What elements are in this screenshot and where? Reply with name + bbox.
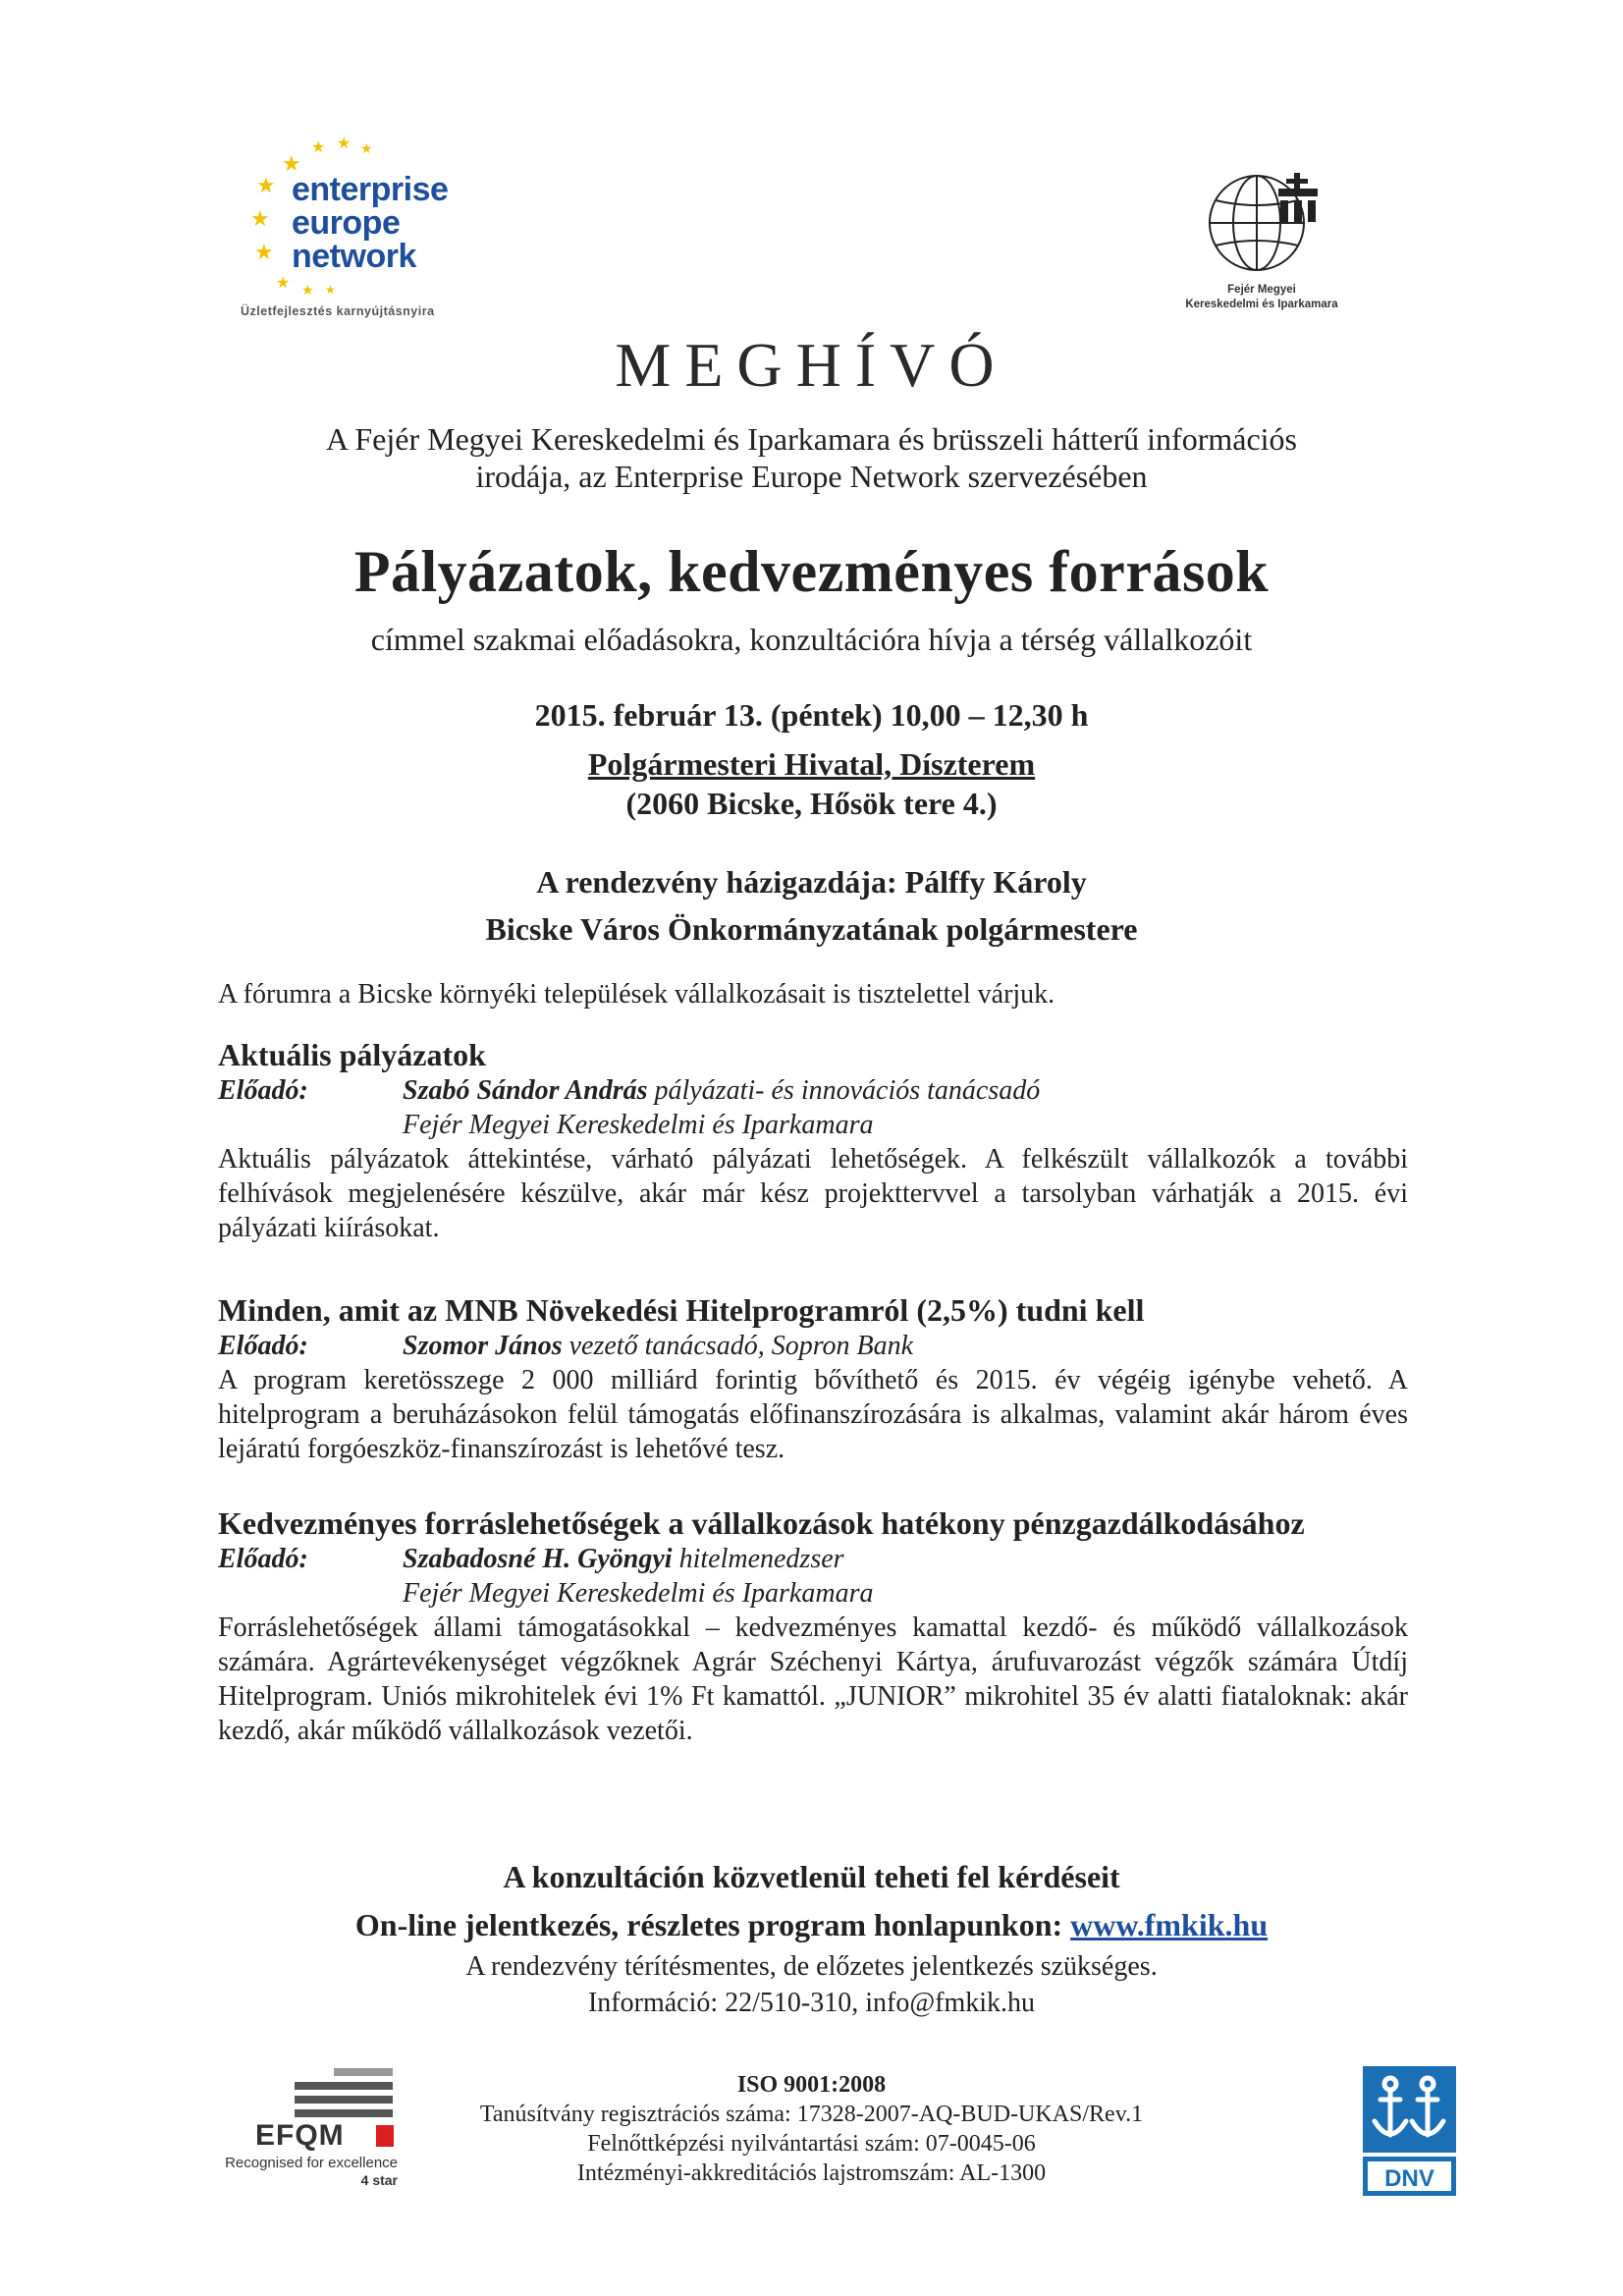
star-icon: ★	[337, 136, 352, 152]
section-title: Kedvezményes forráslehetőségek a vállalkozások hatékony pénzgazdálkodásához	[218, 1505, 1305, 1541]
speaker-label: Előadó:	[218, 1075, 308, 1106]
iso-cert: Tanúsítvány regisztrációs száma: 17328-2007-AQ-BUD-UKAS/Rev.1	[479, 2102, 1144, 2127]
event-venue: Polgármesteri Hivatal, Díszterem	[587, 746, 1036, 782]
speaker-text	[403, 1542, 844, 1576]
globe-icon	[1168, 167, 1355, 280]
speaker-org: Fejér Megyei Kereskedelmi és Iparkamara	[403, 1578, 874, 1609]
event-venue-wrap	[0, 746, 1623, 783]
chamber-logo	[1168, 167, 1355, 354]
closing-line-2	[0, 1907, 1623, 1943]
efqm-name: EFQM	[255, 2119, 345, 2152]
efqm-stars: 4 star	[360, 2172, 398, 2188]
section-title: Aktuális pályázatok	[218, 1037, 486, 1072]
speaker-org-row	[218, 1576, 1408, 1611]
speaker-name: Szabó Sándor András	[403, 1075, 648, 1106]
section-3	[218, 1504, 1408, 1748]
speaker-name: Szomor János	[403, 1331, 563, 1361]
speaker-text	[403, 1073, 1040, 1108]
section-body: Forráslehetőségek állami támogatásokkal – kedvezményes kamattal kezdő- és működő vállalkozások számára. Agrártevékenységet végzőknek Agrár Széchenyi Kártya, árufuvarozást végzők számára Útdíj Hitelprogram. Uniós mikrohitelek évi 1% Ft kamattól. „JUNIOR” mikrohitel 35 év alatti fiataloknak: akár kezdő, akár működő vállalkozások vezetői.	[218, 1613, 1408, 1746]
iso-standard: ISO 9001:2008	[736, 2072, 887, 2098]
enterprise-europe-network-logo	[241, 137, 496, 334]
speaker-role: hitelmenedzser	[672, 1544, 844, 1574]
headline: Pályázatok, kedvezményes források	[353, 539, 1270, 604]
speaker-row	[218, 1329, 1408, 1363]
star-icon: ★	[360, 142, 373, 157]
speaker-row	[218, 1073, 1408, 1108]
speaker-row	[218, 1542, 1408, 1576]
chamber-caption-line1: Fejér Megyei	[1227, 284, 1296, 296]
anchor-icon	[1363, 2066, 1456, 2204]
host-line-1: A rendezvény házigazdája: Pálffy Károly	[536, 864, 1087, 900]
section-1	[218, 1036, 1408, 1245]
een-tagline: Üzletfejlesztés karnyújtásnyira	[241, 304, 435, 318]
speaker-org-row	[218, 1108, 1408, 1142]
closing-line-2-prefix: On-line jelentkezés, részletes program honlapunkon:	[354, 1907, 1071, 1942]
dnv-logo	[1363, 2066, 1456, 2204]
intro-line-1: A Fejér Megyei Kereskedelmi és Iparkamara és brüsszeli hátterű információs	[326, 421, 1297, 457]
section-title: Minden, amit az MNB Növekedési Hitelprogramról (2,5%) tudni kell	[218, 1292, 1145, 1328]
efqm-recognised: Recognised for excellence	[225, 2155, 398, 2171]
dnv-name: DNV	[1384, 2165, 1434, 2192]
speaker-org: Fejér Megyei Kereskedelmi és Iparkamara	[403, 1110, 874, 1140]
star-icon: ★	[256, 173, 276, 197]
star-icon: ★	[282, 151, 301, 176]
closing-line-4: Információ: 22/510-310, info@fmkik.hu	[587, 1988, 1036, 2018]
website-link[interactable]: www.fmkik.hu	[1070, 1907, 1269, 1942]
star-icon: ★	[301, 284, 314, 299]
intro-line-2: irodája, az Enterprise Europe Network szervezésében	[475, 459, 1148, 494]
chamber-caption	[1168, 283, 1355, 312]
chamber-caption-line2: Kereskedelmi és Iparkamara	[1185, 299, 1338, 310]
host-line-2: Bicske Város Önkormányzatának polgármestere	[485, 911, 1138, 947]
event-address: (2060 Bicske, Hősök tere 4.)	[625, 786, 998, 821]
speaker-name: Szabadosné H. Gyöngyi	[403, 1544, 673, 1574]
star-icon: ★	[276, 275, 291, 292]
section-body: A program keretösszege 2 000 milliárd forintig bővíthető és 2015. év végéig igénybe vehető. A hitelprogram a beruházásokon felül támogatás előfinanszírozására is alkalmas, valamint akár három éves lejáratú forgóeszköz-finanszírozást is lehetővé tesz.	[218, 1365, 1408, 1464]
een-word-europe: europe	[292, 204, 401, 242]
event-datetime: 2015. február 13. (péntek) 10,00 – 12,30 h	[534, 697, 1089, 733]
star-icon: ★	[311, 139, 326, 156]
een-word-enterprise: enterprise	[292, 171, 449, 208]
page-title: MEGHÍVÓ	[615, 330, 1008, 400]
star-icon: ★	[250, 206, 270, 231]
star-icon: ★	[254, 240, 274, 264]
closing-line-1: A konzultáción közvetlenül teheti fel kérdéseit	[503, 1859, 1120, 1894]
star-icon: ★	[325, 283, 336, 297]
closing-line-3: A rendezvény térítésmentes, de előzetes jelentkezés szükséges.	[465, 1951, 1158, 1982]
speaker-text	[403, 1329, 913, 1363]
section-body: Aktuális pályázatok áttekintése, várható pályázati lehetőségek. A felkészült vállalkozók a további felhívások megjelenésére készülve, akár már kész projekttervvel a tarsolyban várhatják a 2015. évi pályázati kiírásokat.	[218, 1144, 1408, 1243]
section-2	[218, 1291, 1408, 1466]
speaker-role: vezető tanácsadó, Sopron Bank	[562, 1331, 914, 1361]
adult-ed-number: Felnőttképzési nyilvántartási szám: 07-0045-06	[587, 2131, 1036, 2157]
forum-line: A fórumra a Bicske környéki települések vállalkozásait is tisztelettel várjuk.	[218, 979, 1055, 1010]
accreditation-number: Intézményi-akkreditációs lajstromszám: AL-1300	[576, 2160, 1047, 2186]
een-word-network: network	[292, 238, 416, 275]
invite-line: címmel szakmai előadásokra, konzultációra hívja a térség vállalkozóit	[370, 622, 1253, 657]
speaker-label: Előadó:	[218, 1331, 308, 1361]
speaker-label: Előadó:	[218, 1544, 308, 1574]
speaker-role: pályázati- és innovációs tanácsadó	[647, 1075, 1041, 1106]
